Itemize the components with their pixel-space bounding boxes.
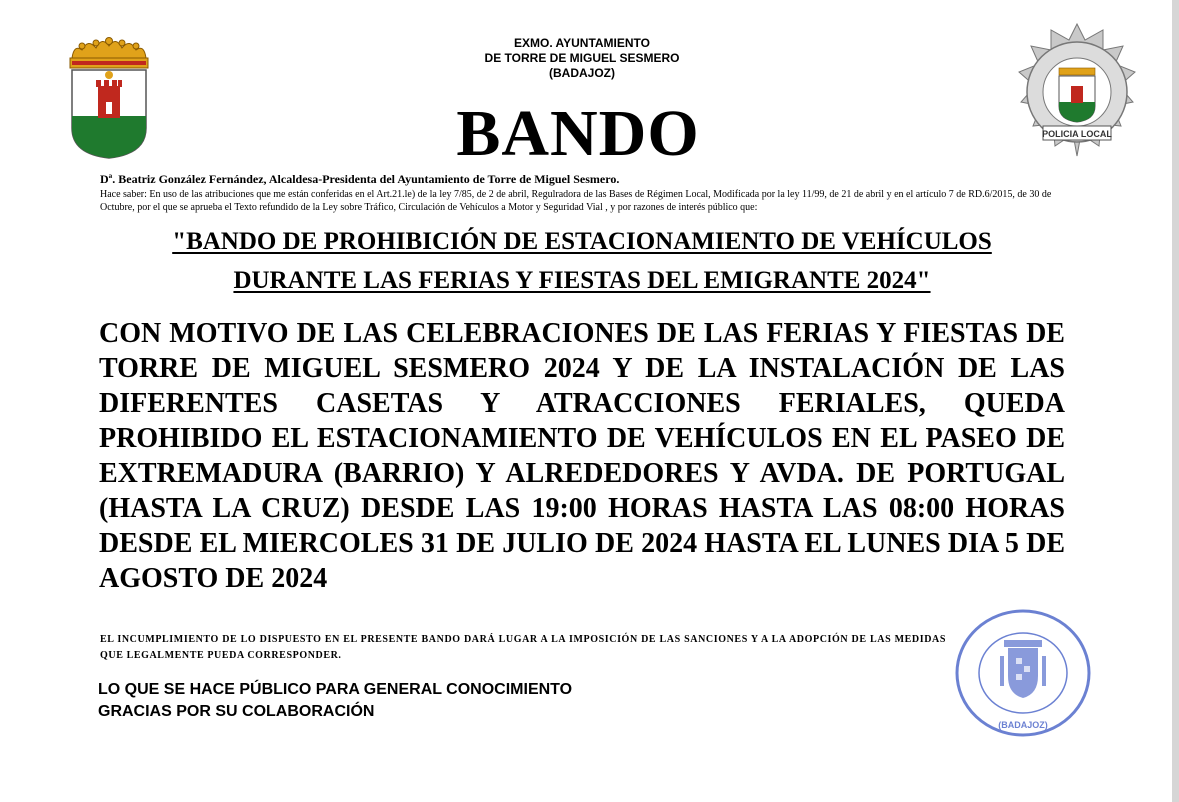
- thanks-line: GRACIAS POR SU COLABORACIÓN: [98, 703, 375, 720]
- sanctions-notice: EL INCUMPLIMIENTO DE LO DISPUESTO EN EL PRESENTE BANDO DARÁ LUGAR A LA IMPOSICIÓN DE LAS SANCIONES Y A LA ADOPCIÓN DE LAS MEDIDAS QUE LEGALMENTE PUEDA CORRESPONDER.: [100, 634, 946, 661]
- legal-preamble: Hace saber: En uso de las atribuciones que me están conferidas en el Art.21.le) de la ley 7/85, de 2 de abril, Regulradora de las Bases de Régimen Local, Modificada por la ley 11/99, de 21 de abril y en el artículo 7 de RD.6/2015, de 30 de Octubre, por el que se aprueba el Texto refundido de la Ley sobre Tráfico, Circulación de Vehículos a Motor y Seguridad Vial , y por razones de interés público que:: [100, 189, 1052, 213]
- header-line-2: DE TORRE DE MIGUEL SESMERO: [484, 51, 680, 65]
- municipal-coat-of-arms-icon: [64, 36, 154, 160]
- prohibition-body-text: CON MOTIVO DE LAS CELEBRACIONES DE LAS FERIAS Y FIESTAS DE TORRE DE MIGUEL SESMERO 2024 Y DE LA INSTALACIÓN DE LAS DIFERENTES CASETAS Y ATRACCIONES FERIALES, QUEDA PROHIBIDO EL ESTACIONAMIENTO DE VEHÍCULOS EN EL PASEO DE EXTREMADURA (BARRIO) Y ALREDEDORES Y AVDA. DE PORTUGAL (HASTA LA CRUZ) DESDE LAS 19:00 HORAS HASTA LAS 08:00 HORAS DESDE EL MIERCOLES 31 DE JULIO DE 2024 HASTA EL LUNES DIA 5 DE AGOSTO DE 2024: [99, 318, 1065, 594]
- stamp-bottom-text: (BADAJOZ): [998, 720, 1048, 730]
- official-stamp-icon: [950, 604, 1096, 742]
- subtitle-text-1: "BANDO DE PROHIBICIÓN DE ESTACIONAMIENTO DE VEHÍCULOS: [172, 228, 992, 255]
- bando-subtitle-line-1: [60, 226, 1104, 258]
- mayor-name-line: Dª. Beatriz González Fernández, Alcaldesa-Presidenta del Ayuntamiento de Torre de Miguel Sesmero.: [100, 172, 620, 186]
- document-title: BANDO: [456, 97, 700, 170]
- header-line-1: EXMO. AYUNTAMIENTO: [513, 36, 650, 50]
- policia-local-badge-icon: [1015, 22, 1139, 174]
- header-line-3: (BADAJOZ): [549, 66, 615, 80]
- subtitle-text-2: DURANTE LAS FERIAS Y FIESTAS DEL EMIGRANTE 2024": [233, 267, 931, 294]
- badge-banner-text: POLICIA LOCAL: [1042, 129, 1112, 139]
- bando-subtitle-line-2: [60, 265, 1104, 297]
- public-announcement-line: LO QUE SE HACE PÚBLICO PARA GENERAL CONOCIMIENTO: [98, 681, 573, 698]
- page-edge-shadow: [1172, 0, 1179, 802]
- issuing-authority-header: [420, 36, 744, 81]
